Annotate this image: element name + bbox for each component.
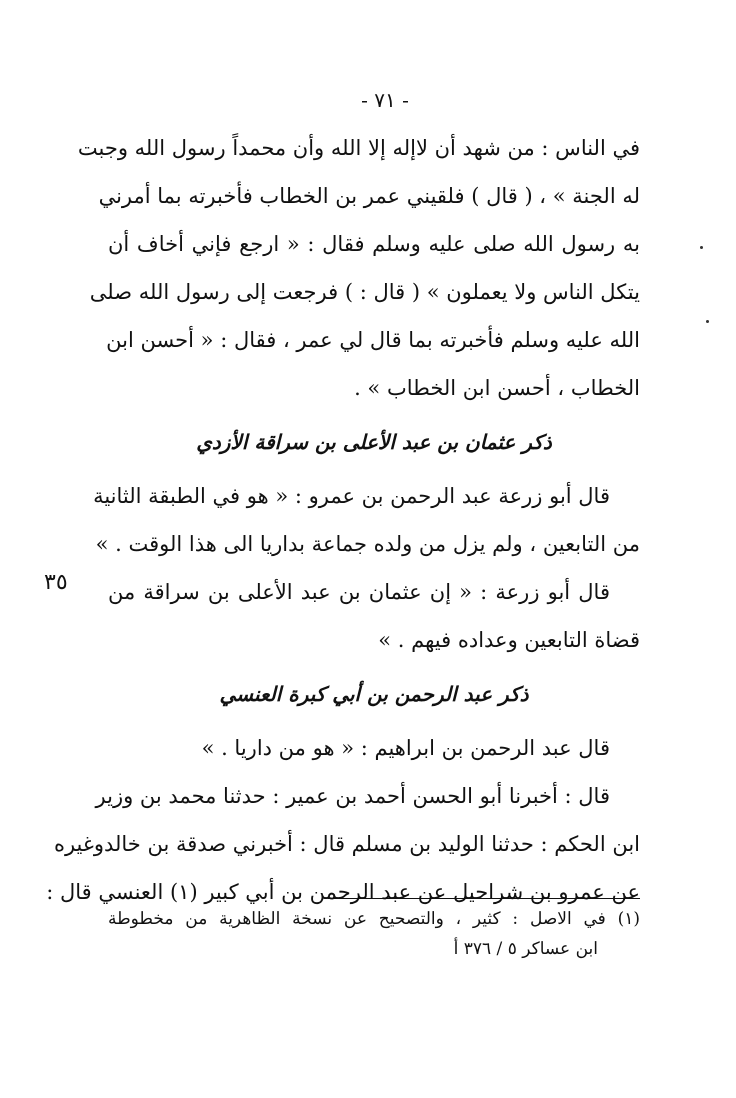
margin-dot xyxy=(700,246,703,249)
footnote-line: ابن عساكر ٥ / ٣٧٦ أ xyxy=(453,939,598,959)
section-heading: ذكر عبد الرحمن بن أبي كبرة العنسي xyxy=(219,682,529,706)
paragraph xyxy=(108,568,640,664)
section-heading: ذكر عثمان بن عبد الأعلى بن سراقة الأزدي xyxy=(196,430,552,454)
text-line: عن عمرو بن شراحيل عن عبد الرحمن بن أبي كبير (١) العنسي قال : xyxy=(46,880,640,904)
paragraph xyxy=(93,472,640,568)
text-line: من التابعين ، ولم يزل من ولده جماعة بداريا الى هذا الوقت . » xyxy=(95,532,640,556)
text-line: الله عليه وسلم فأخبرته بما قال لي عمر ، فقال : « أحسن ابن xyxy=(106,328,640,352)
footnote-line: (١) في الاصل : كثير ، والتصحيح عن نسخة الظاهرية من مخطوطة xyxy=(108,909,640,929)
page-number: - ٧١ - xyxy=(361,88,409,112)
paragraph xyxy=(108,724,640,772)
margin-number: ٣٥ xyxy=(44,570,68,595)
text-line: قال أبو زرعة : « إن عثمان بن عبد الأعلى بن سراقة من xyxy=(108,580,610,604)
text-line: له الجنة » ، ( قال ) فلقيني عمر بن الخطاب فأخبرته بما أمرني xyxy=(98,184,640,208)
paragraph xyxy=(46,772,640,916)
text-line: قضاة التابعين وعداده فيهم . » xyxy=(378,628,640,652)
text-line: به رسول الله صلى عليه وسلم فقال : « ارجع فإني أخاف أن xyxy=(108,232,640,256)
footnote xyxy=(108,904,640,964)
text-line: قال عبد الرحمن بن ابراهيم : « هو من داريا . » xyxy=(201,736,610,760)
text-line: قال أبو زرعة عبد الرحمن بن عمرو : « هو في الطبقة الثانية xyxy=(93,484,610,508)
text-line: الخطاب ، أحسن ابن الخطاب » . xyxy=(354,376,640,400)
paragraph xyxy=(77,124,640,412)
text-line: في الناس : من شهد أن لاإله إلا الله وأن محمداً رسول الله وجبت xyxy=(77,136,640,160)
footnote-divider xyxy=(328,898,640,899)
text-line: يتكل الناس ولا يعملون » ( قال : ) فرجعت إلى رسول الله صلى xyxy=(89,280,640,304)
margin-dot xyxy=(706,320,709,323)
text-line: ابن الحكم : حدثنا الوليد بن مسلم قال : أخبرني صدقة بن خالدوغيره xyxy=(53,832,640,856)
text-line: قال : أخبرنا أبو الحسن أحمد بن عمير : حدثنا محمد بن وزير xyxy=(95,784,610,808)
